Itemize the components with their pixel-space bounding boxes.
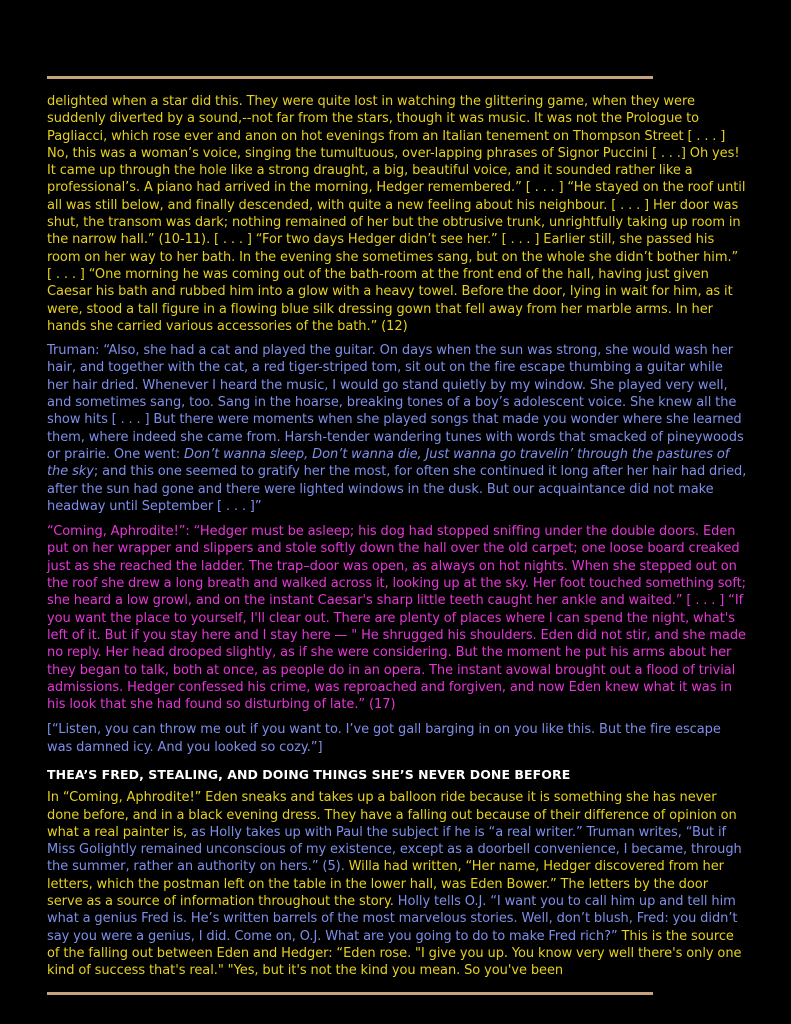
comparison-text-falling-out: This is the source of the falling out between Eden and Hedger: “Eden rose. "I give you up. You know very well there's only one kind of success that's real." "Yes, but it's not the kind you mean. So you've been	[47, 928, 742, 979]
paragraph-fire-escape-quote: [“Listen, you can throw me out if you want to. I’ve got gall barging in on you like this. But the fire escape was damned icy. And you looked so cozy.”]	[47, 722, 721, 755]
paragraph-roof-scene-excerpt: “Coming, Aphrodite!”: “Hedger must be asleep; his dog had stopped sniffing under the double doors. Eden put on her wrapper and slippers and stole softly down the hall over the old carpet; one loose board creaked just as she reached the ladder. The trap–door was open, as always on hot nights. When she stepped out on the roof she drew a long breath and walked across it, looking up at the sky. Her foot touched something soft; she heard a low growl, and on the instant Caesar's sharp little teeth caught her ankle and waited.” [ . . . ] “If you want the place to yourself, I'll clear out. There are plenty of places where I can spend the night, what's left of it. But if you stay here and I stay here — " He shrugged his shoulders. Eden did not stir, and she made no reply. Her head drooped slightly, as if she were considering. But the moment he put his arms about her they began to talk, both at once, as people do in an opera. The instant avowal brought out a flood of trivial admissions. Hedger confessed his crime, was reproached and forgiven, and now Eden knew what it was in his look that she had found so disturbing of late.” (17)	[47, 524, 747, 713]
top-divider-rule	[47, 76, 653, 79]
page-body	[47, 93, 747, 980]
song-lyric-italic: Don’t wanna sleep, Don’t wanna die, Just wanna go travelin’ through the pastures of the sky	[47, 446, 730, 480]
comparison-text-eden: In “Coming, Aphrodite!” Eden sneaks and takes up a balloon ride because it is something she has never done before, and in a black evening dress. They have a falling out because of their difference of opinion on what a real painter is,	[47, 790, 737, 840]
bottom-divider-rule	[47, 992, 653, 995]
comparison-text-willa: Willa had written, “Her name, Hedger discovered from her letters, which the postman left on the table in the lower hall, was Eden Bower.” The letters by the door serve as a source of information throughout the story.	[47, 859, 724, 910]
paragraph-truman-excerpt	[47, 342, 747, 515]
section-heading: THEA’S FRED, STEALING, AND DOING THINGS SHE’S NEVER DONE BEFORE	[47, 766, 571, 782]
comparison-text-holly: as Holly takes up with Paul the subject if he is “a real writer.” Truman writes, “But if Miss Golightly remained unconscious of my existence, except as a doorbell convenience, I became, through the summer, rather an authority on hers.” (5).	[47, 824, 742, 875]
paragraph-coming-aphrodite-excerpt: delighted when a star did this. They were quite lost in watching the glittering game, when they were suddenly diverted by a sound,--not far from the stars, though it was music. It was not the Prologue to Pagliacci, which rose ever and anon on hot evenings from an Italian tenement on Thompson Street [ . . . ] No, this was a woman’s voice, singing the tumultuous, over-lapping phrases of Signor Puccini [ . . .] Oh yes! It came up through the hole like a strong draught, a big, beautiful voice, and it sounded rather like a professional’s. A piano had arrived in the morning, Hedger remembered.” [ . . . ] “He stayed on the roof until all was still below, and finally descended, with quite a new feeling about his neighbour. [ . . . ] Her door was shut, the transom was dark; nothing remained of her but the obtrusive trunk, unrightfully taking up room in the narrow hall.” (10-11). [ . . . ] “For two days Hedger didn’t see her.” [ . . . ] Earlier still, she passed his room on her way to her bath. In the evening she sometimes sang, but on the whole she didn’t bother him.” [ . . . ] “One morning he was coming out of the bath-room at the front end of the hall, having just given Caesar his bath and rubbed him into a glow with a heavy towel. Before the door, lying in wait for him, as it were, stood a tall figure in a flowing blue silk dressing gown that fell away from her marble arms. In her hands she carried various accessories of the bath.” (12)	[47, 94, 746, 334]
comparison-text-oj: Holly tells O.J. “I want you to call him up and tell him what a genius Fred is. He’s written barrels of the most marvelous stories. Well, don’t blush, Fred: you didn’t say you were a genius, I did. Come on, O.J. What are you going to do to make Fred rich?”	[47, 894, 738, 944]
paragraph-comparison	[47, 789, 747, 979]
truman-text-end: ; and this one seemed to gratify her the most, for often she continued it long after her hair had dried, after the sun had gone and there were lighted windows in the dusk. But our acquaintance did not make headway until September [ . . . ]”	[47, 464, 747, 514]
truman-text-start: Truman: “Also, she had a cat and played the guitar. On days when the sun was strong, she would wash her hair, and together with the cat, a red tiger-striped tom, sit out on the fire escape thumbing a guitar while her hair dried. Whenever I heard the music, I would go stand quietly by my window. She played very well, and sometimes sang, too. Sang in the hoarse, breaking tones of a boy’s adolescent voice. She knew all the show hits [ . . . ] But there were moments when she played songs that made you wonder where she learned them, where indeed she came from. Harsh-tender wandering tunes with words that smacked of pineywoods or prairie. One went:	[47, 343, 744, 462]
